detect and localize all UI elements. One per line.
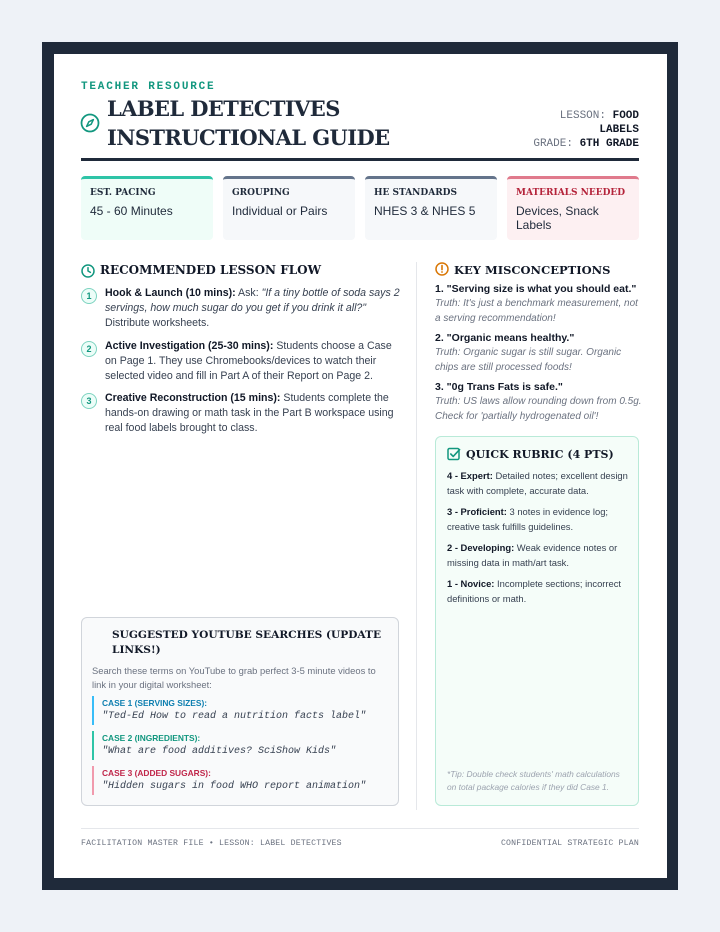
step-number: 1 — [81, 288, 97, 304]
grade-meta — [469, 137, 639, 151]
rubric-level: 4 - Expert: — [447, 470, 493, 481]
rubric-level: 3 - Proficient: — [447, 506, 507, 517]
step-text: Ask: — [235, 287, 262, 299]
footer-rule — [81, 828, 639, 829]
youtube-case — [92, 731, 382, 760]
header-rule — [81, 158, 639, 161]
rubric-desc: Detailed notes; excellent design task with complete, accurate data. — [447, 470, 628, 496]
case-label: CASE 3 (ADDED SUGARS): — [102, 768, 211, 778]
lesson-step — [105, 339, 401, 384]
clock-icon — [81, 264, 95, 278]
grade-label: GRADE: — [533, 138, 573, 150]
rubric-item — [447, 504, 631, 534]
card-grouping — [223, 176, 355, 240]
card-value: 45 - 60 Minutes — [90, 204, 173, 218]
case-query[interactable]: "Hidden sugars in food WHO report animation" — [102, 781, 367, 792]
rubric-item — [447, 576, 631, 606]
lesson-step — [105, 286, 401, 331]
rubric-panel — [435, 436, 639, 806]
youtube-case — [92, 766, 382, 795]
misconception-truth: Truth: Organic sugar is still sugar. Organic chips are still processed foods! — [435, 347, 622, 373]
rubric-item — [447, 540, 631, 570]
card-pacing — [81, 176, 213, 240]
lesson-value: FOOD — [612, 110, 639, 122]
step-text-post: Distribute worksheets. — [105, 317, 210, 329]
case-label: CASE 2 (INGREDIENTS): — [102, 733, 201, 743]
misconception-claim: 3. "0g Trans Fats is safe." — [435, 381, 563, 393]
rubric-desc: Incomplete sections; incorrect definitions or math. — [447, 578, 622, 604]
case-query[interactable]: "What are food additives? SciShow Kids" — [102, 746, 337, 757]
lesson-value-cont: LABELS — [599, 124, 639, 136]
lesson-meta-cont — [469, 123, 639, 137]
column-divider — [416, 262, 417, 810]
case-label: CASE 1 (SERVING SIZES): — [102, 698, 208, 708]
step-text: Students choose a Case on Page 1. They use Chromebooks/devices to watch their selected video and fill in Part A of their Report on Page 2. — [105, 340, 392, 382]
card-value: NHES 3 & NHES 5 — [374, 204, 476, 218]
misconception-claim: 2. "Organic means healthy." — [435, 332, 575, 344]
rubric-level: 2 - Developing: — [447, 542, 515, 553]
step-number: 3 — [81, 393, 97, 409]
rubric-heading: QUICK RUBRIC (4 PTS) — [466, 448, 614, 461]
card-label: MATERIALS NEEDED — [516, 188, 626, 198]
case-query[interactable]: "Ted-Ed How to read a nutrition facts label" — [102, 711, 367, 722]
lesson-flow-heading: RECOMMENDED LESSON FLOW — [100, 263, 322, 277]
grade-value: 6TH GRADE — [579, 138, 639, 150]
youtube-case — [92, 696, 382, 725]
youtube-intro: Search these terms on YouTube to grab perfect 3-5 minute videos to link in your digital worksheet: — [92, 665, 376, 690]
step-title: Creative Reconstruction (15 mins): — [105, 392, 281, 404]
checkbox-icon — [447, 447, 461, 461]
step-quote: "If a tiny bottle of soda says 2 servings, how much sugar do you get if you drink it all?" — [105, 287, 400, 314]
youtube-heading: SUGGESTED YOUTUBE SEARCHES (UPDATE LINKS!) — [112, 629, 382, 656]
card-value: Individual or Pairs — [232, 204, 328, 218]
rubric-item — [447, 468, 631, 498]
footer-left: FACILITATION MASTER FILE • LESSON: LABEL DETECTIVES — [81, 839, 342, 848]
youtube-panel — [81, 617, 399, 806]
card-label: GROUPING — [232, 188, 290, 198]
misconceptions-heading: KEY MISCONCEPTIONS — [454, 263, 611, 277]
misconception-claim: 1. "Serving size is what you should eat." — [435, 283, 637, 295]
kicker-label: TEACHER RESOURCE — [81, 81, 216, 93]
card-value: Devices, Snack Labels — [516, 204, 599, 232]
misconception-truth: Truth: It's just a benchmark measurement, not a serving recommendation! — [435, 298, 638, 324]
lesson-step — [105, 391, 401, 436]
rubric-desc: Weak evidence notes or missing data in math/art task. — [447, 542, 618, 568]
alert-icon — [435, 262, 449, 276]
compass-icon — [80, 113, 100, 133]
card-label: HE STANDARDS — [374, 188, 457, 198]
step-text: Students complete the hands-on drawing or math task in the Part B workspace using real food labels brought to class. — [105, 392, 394, 434]
step-title: Active Investigation (25-30 mins): — [105, 340, 274, 352]
card-materials — [507, 176, 639, 240]
step-number: 2 — [81, 341, 97, 357]
rubric-desc: 3 notes in evidence log; creative task fulfills guidelines. — [447, 506, 609, 532]
rubric-tip: *Tip: Double check students' math calculations on total package calories if they did Case 1. — [447, 769, 620, 792]
misconception-truth: Truth: US laws allow rounding down from 0.5g. Check for 'partially hydrogenated oil'! — [435, 396, 642, 422]
document-page — [54, 54, 667, 878]
footer-right: CONFIDENTIAL STRATEGIC PLAN — [500, 839, 639, 848]
lesson-meta — [469, 109, 639, 123]
card-standards — [365, 176, 497, 240]
card-label: EST. PACING — [90, 188, 156, 198]
lesson-label: LESSON: — [559, 110, 606, 122]
page-title: LABEL DETECTIVES INSTRUCTIONAL GUIDE — [107, 96, 390, 150]
step-title: Hook & Launch (10 mins): — [105, 287, 236, 299]
rubric-level: 1 - Novice: — [447, 578, 495, 589]
